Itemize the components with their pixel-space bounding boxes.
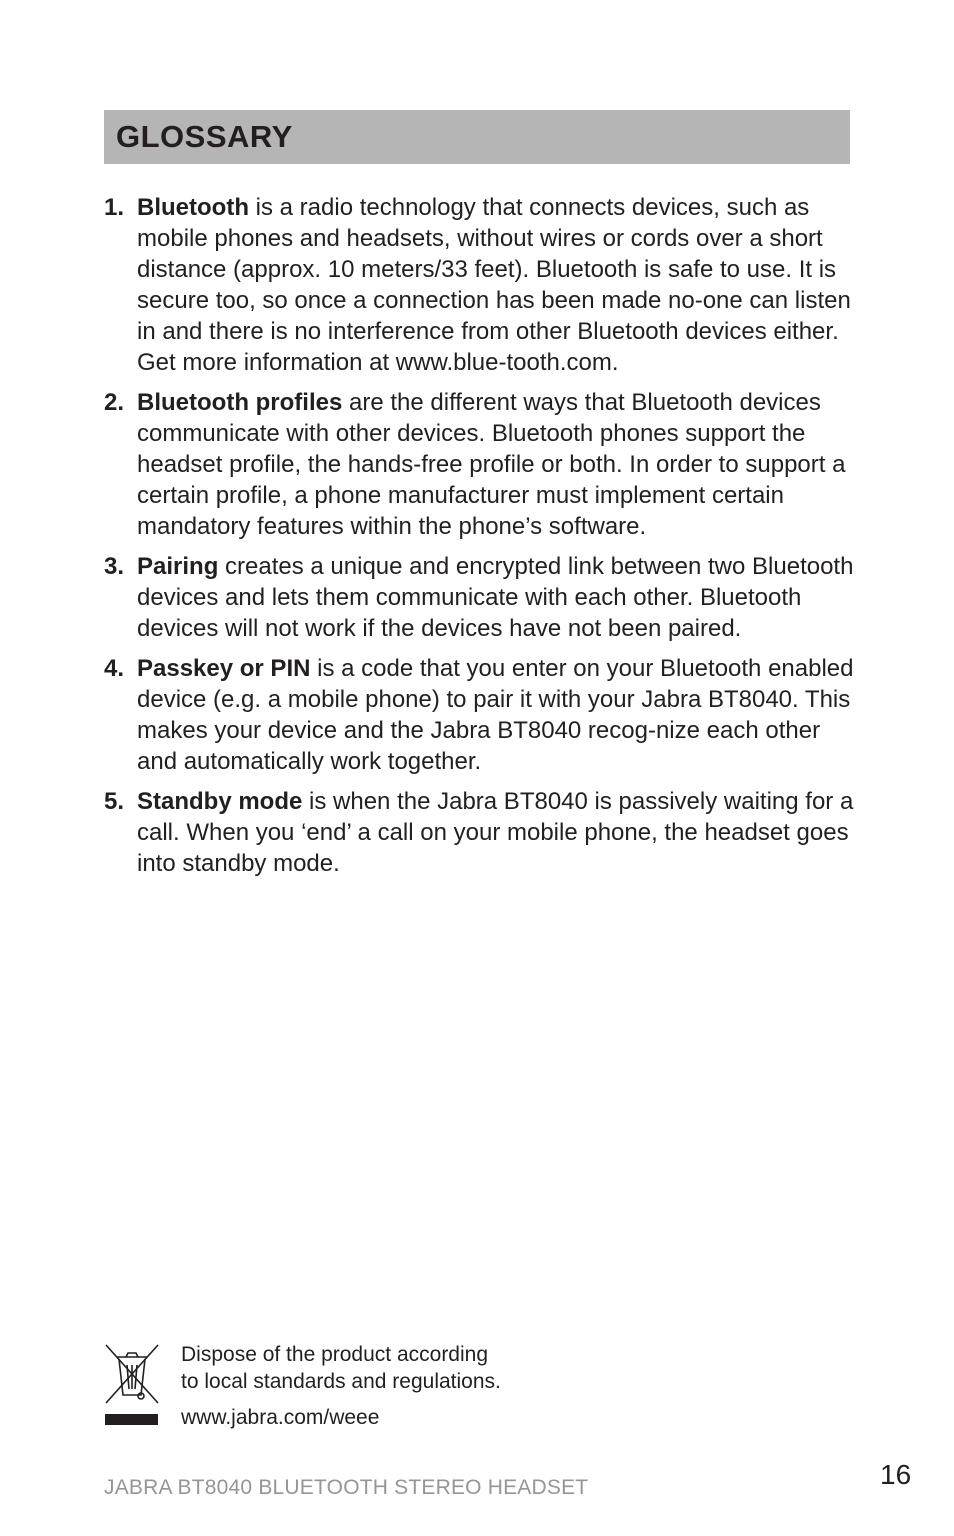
item-number: 2. — [104, 389, 125, 416]
item-term: Bluetooth profiles — [137, 389, 343, 416]
crossed-out-wheelie-bin-icon — [104, 1343, 160, 1427]
glossary-item — [104, 192, 864, 378]
item-number: 3. — [104, 553, 125, 580]
item-description: is a radio technology that connects devices, such as mobile phones and headsets, without wires or cords over a short distance (approx. 10 meters/33 feet). Bluetooth is safe to use. It is secure too, so once a connection has been made no-one can listen in and there is no interference from other Bluetooth devices either. Get more information at www.blue-tooth.com. — [137, 194, 851, 376]
disposal-notice — [181, 1341, 501, 1395]
glossary-item — [104, 387, 864, 542]
item-description: are the different ways that Bluetooth devices communicate with other devices. Bluetooth phones support the headset profile, the hands-free profile or both. In order to support a certain profile, a phone manufacturer must implement certain mandatory features within the phone’s software. — [137, 389, 846, 540]
item-description: is when the Jabra BT8040 is passively waiting for a call. When you ‘end’ a call on your mobile phone, the headset goes into standby mode. — [137, 788, 854, 877]
item-term: Passkey or PIN — [137, 655, 311, 682]
disposal-line-1: Dispose of the product according — [181, 1343, 489, 1366]
item-number: 4. — [104, 655, 125, 682]
disposal-line-2: to local standards and regulations. — [181, 1370, 501, 1393]
glossary-list — [104, 192, 864, 888]
glossary-item — [104, 786, 864, 879]
footer-product-title: JABRA BT8040 BLUETOOTH STEREO HEADSET — [104, 1476, 589, 1499]
item-term: Pairing — [137, 553, 219, 580]
item-number: 5. — [104, 788, 125, 815]
page-title: GLOSSARY — [116, 119, 293, 154]
disposal-url: www.jabra.com/weee — [181, 1406, 380, 1429]
item-description: is a code that you enter on your Bluetooth enabled device (e.g. a mobile phone) to pair it with your Jabra BT8040. This makes your device and the Jabra BT8040 recog-nize each other and automatically work together. — [137, 655, 854, 775]
item-number: 1. — [104, 194, 125, 221]
glossary-item — [104, 551, 864, 644]
glossary-header-bar — [104, 110, 850, 164]
page-number: 16 — [880, 1459, 912, 1490]
item-term: Bluetooth — [137, 194, 249, 221]
item-description: creates a unique and encrypted link between two Bluetooth devices and lets them communicate with each other. Bluetooth devices will not work if the devices have not been paired. — [137, 553, 854, 642]
item-term: Standby mode — [137, 788, 303, 815]
glossary-item — [104, 653, 864, 777]
